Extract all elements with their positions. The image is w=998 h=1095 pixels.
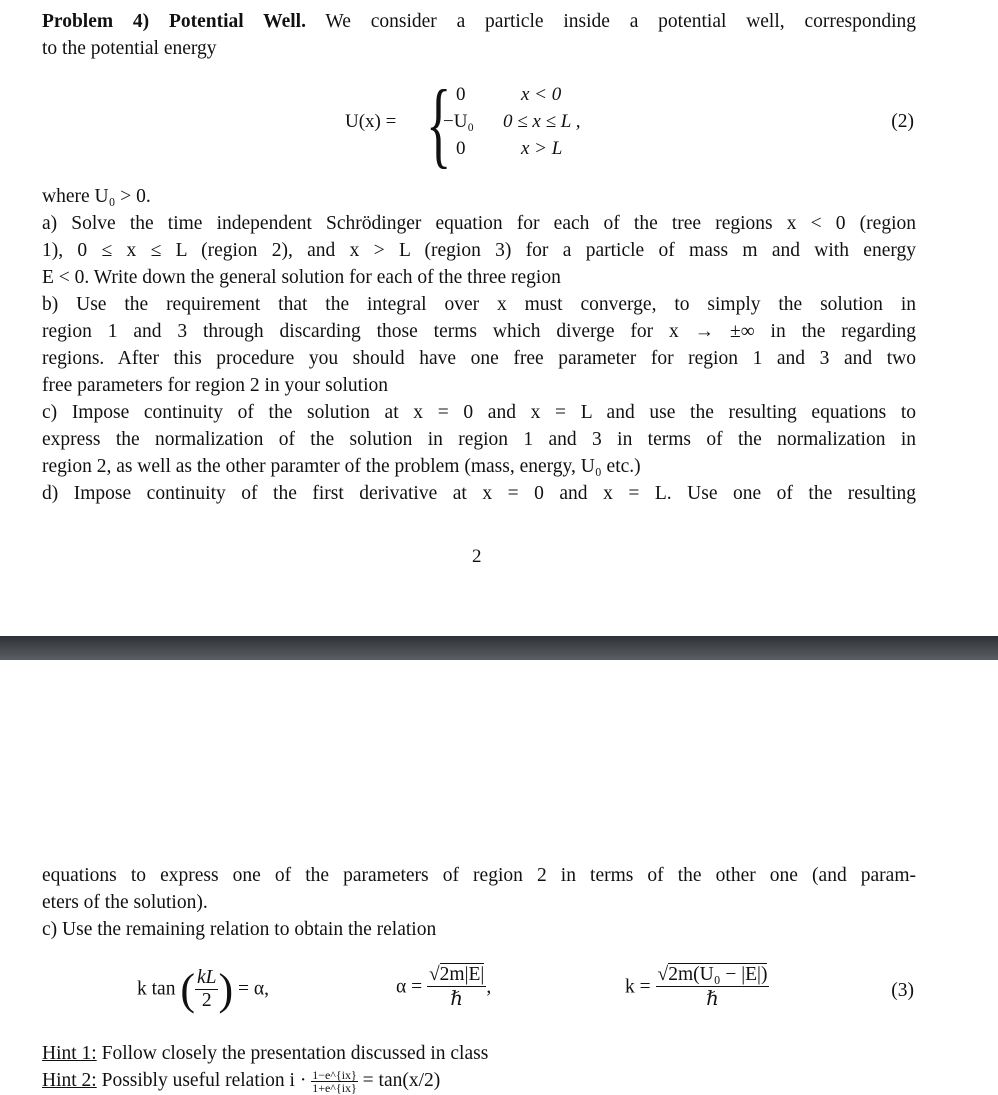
text-line: b) Use the requirement that the integral over x must converge, to simply the solution in bbox=[42, 294, 916, 315]
hint-1-label: Hint 1: bbox=[42, 1043, 97, 1064]
problem-intro bbox=[42, 8, 916, 62]
text-line: regions. After this procedure you should have one free parameter for region 1 and 3 and two bbox=[42, 348, 916, 369]
eq2-number: (2) bbox=[891, 111, 914, 132]
text-line: region 2, as well as the other paramter of the problem (mass, energy, U₀ etc.) bbox=[42, 456, 641, 477]
text-line: c) Use the remaining relation to obtain the relation bbox=[42, 919, 437, 940]
hint-2-fraction: $\frac{1-e\^{}\{ix\}}{1+e\^{}\{ix\}}$ bbox=[312, 1068, 357, 1095]
intro-text-line2: to the potential energy bbox=[42, 38, 217, 59]
eq2-case-condition: x > L bbox=[521, 138, 563, 159]
text-line: eters of the solution). bbox=[42, 892, 208, 913]
text-line: E < 0. Write down the general solution for each of the three region bbox=[42, 267, 561, 288]
intro-text: We consider a particle inside a potential well, corresponding bbox=[305, 11, 917, 32]
eq2-case-value: 0 bbox=[456, 138, 466, 159]
eq3-k-fraction: $\frac{\text{√2m(U₀ − |E|)}}{\text{ℏ}}$ bbox=[657, 964, 768, 1010]
pdf-page-2 bbox=[0, 660, 998, 1094]
text-line: c) Impose continuity of the solution at x = 0 and x = L and use the resulting equations to bbox=[42, 402, 916, 423]
hint-2-result: = tan(x/2) bbox=[357, 1070, 441, 1091]
eq3-part1: k tan ( $\frac{kL}{2}$ ) = α, bbox=[137, 965, 269, 1014]
hint-1-text: Follow closely the presentation discussed in class bbox=[96, 1043, 489, 1064]
eq3-fraction: $\frac{kL}{2}$ bbox=[196, 967, 217, 1011]
text-line: d) Impose continuity of the first derivative at x = 0 and x = L. Use one of the resulting bbox=[42, 483, 916, 504]
hint-1 bbox=[42, 1040, 916, 1067]
eq3-part3: k = $\frac{\text{√2m(U₀ − |E|)}}{\text{ℏ}}$ bbox=[625, 964, 768, 1010]
problem-parts bbox=[42, 183, 916, 507]
hint-2-text: Possibly useful relation i · bbox=[96, 1070, 307, 1091]
text-line: region 1 and 3 through discarding those terms which diverge for x → ±∞ in the regarding bbox=[42, 321, 916, 342]
eq3-number: (3) bbox=[891, 980, 914, 1001]
hint-2-label: Hint 2: bbox=[42, 1070, 97, 1091]
continued-text bbox=[42, 862, 916, 943]
eq3-alpha-fraction: $\frac{√2m|E|}{\text{ℏ}}$ bbox=[428, 964, 485, 1010]
problem-heading: Problem 4) Potential Well. bbox=[42, 11, 306, 32]
text-line: free parameters for region 2 in your solution bbox=[42, 375, 389, 396]
hints bbox=[42, 1040, 916, 1094]
hint-2 bbox=[42, 1067, 916, 1094]
eq2-brace: { bbox=[426, 70, 452, 177]
equation-3 bbox=[0, 960, 998, 1030]
eq2-case-condition: x < 0 bbox=[521, 84, 562, 105]
text-line: a) Solve the time independent Schrödinger equation for each of the tree regions x < 0 (region bbox=[42, 213, 916, 234]
text-line: 1), 0 ≤ x ≤ L (region 2), and x > L (region 3) for a particle of mass m and with energy bbox=[42, 240, 916, 261]
eq3-equals-alpha: = α, bbox=[238, 978, 269, 1000]
eq2-case-value: 0 bbox=[456, 84, 466, 105]
eq3-k-tan: k tan bbox=[137, 978, 176, 1000]
eq3-part2: α = $\frac{√2m|E|}{\text{ℏ}}$ , bbox=[396, 964, 492, 1010]
page-separator bbox=[0, 636, 998, 660]
eq2-lhs: U(x) = bbox=[345, 111, 397, 132]
eq2-case-condition: 0 ≤ x ≤ L , bbox=[503, 111, 581, 132]
text-line: equations to express one of the parameters of region 2 in terms of the other one (and param- bbox=[42, 865, 916, 886]
eq2-case-value: −U₀ bbox=[443, 111, 475, 132]
page-number: 2 bbox=[472, 546, 482, 567]
text-line: express the normalization of the solution in region 1 and 3 in terms of the normalization in bbox=[42, 429, 916, 450]
text-line: where U₀ > 0. bbox=[42, 186, 151, 207]
